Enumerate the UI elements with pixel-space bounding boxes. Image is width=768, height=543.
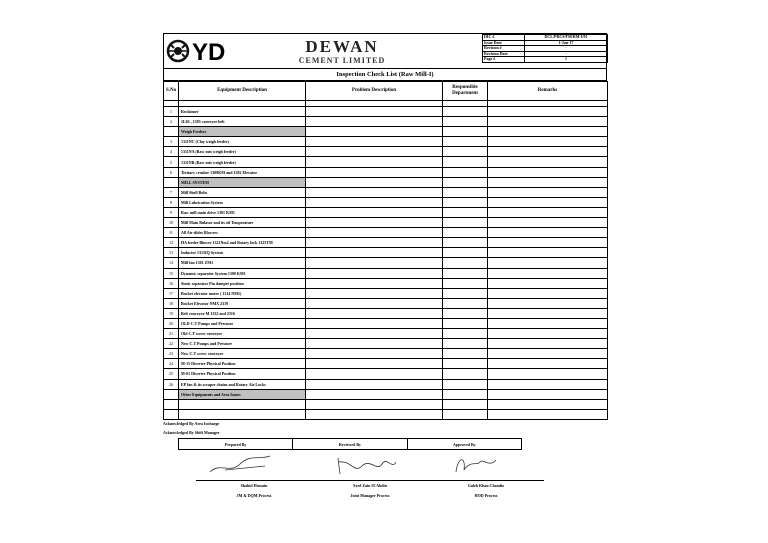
row-equipment: 1L02 , 1303 conveyor belt <box>179 117 306 127</box>
row-sno: 16 <box>164 278 179 288</box>
table-row <box>164 258 608 268</box>
signature-prepared-icon <box>205 452 275 478</box>
row-remarks-cell[interactable] <box>488 238 608 248</box>
approved-by-label: Approved By <box>407 439 521 450</box>
row-equipment: Old C.T screw conveyor <box>179 329 306 339</box>
row-department-cell[interactable] <box>443 389 488 399</box>
row-sno <box>164 177 179 187</box>
table-row <box>164 228 608 238</box>
row-remarks-cell[interactable] <box>488 278 608 288</box>
row-problem-cell[interactable] <box>306 207 443 217</box>
table-row <box>164 288 608 298</box>
row-remarks-cell[interactable] <box>488 218 608 228</box>
row-remarks-cell[interactable] <box>488 117 608 127</box>
row-equipment <box>179 409 306 419</box>
doc-info-value: 1-Jan-17 <box>525 40 608 46</box>
row-problem-cell[interactable] <box>306 339 443 349</box>
ack-area-incharge: Acknowledged By Area Incharge <box>163 421 220 426</box>
doc-info-value: DCL/PRCS/FM/RM-I/01 <box>525 35 608 41</box>
row-remarks-cell[interactable] <box>488 318 608 328</box>
row-remarks-cell[interactable] <box>488 329 608 339</box>
header-equipment: Equipment Description <box>179 82 306 101</box>
row-problem-cell[interactable] <box>306 238 443 248</box>
reviewed-by-role: Joint Manager Process <box>350 493 390 498</box>
prepared-by-name: Shahid Hussain <box>240 483 268 488</box>
row-equipment <box>179 399 306 409</box>
row-sno: 17 <box>164 288 179 298</box>
row-sno <box>164 389 179 399</box>
table-row <box>164 409 608 419</box>
row-department-cell[interactable] <box>443 268 488 278</box>
row-equipment: 1311NB (Raw mix weigh feeder) <box>179 157 306 167</box>
row-remarks-cell[interactable] <box>488 389 608 399</box>
row-problem-cell[interactable] <box>306 127 443 137</box>
row-department-cell[interactable] <box>443 359 488 369</box>
row-problem-cell[interactable] <box>306 329 443 339</box>
row-sno: 23 <box>164 349 179 359</box>
row-problem-cell[interactable] <box>306 369 443 379</box>
row-remarks-cell[interactable] <box>488 339 608 349</box>
row-remarks-cell[interactable] <box>488 298 608 308</box>
row-remarks-cell[interactable] <box>488 288 608 298</box>
doc-info-row <box>483 57 608 63</box>
doc-info-label: DIC # <box>483 35 525 41</box>
prepared-by-label: Prepared By <box>179 439 293 450</box>
row-equipment: Dynamic separator System 1300 KM1 <box>179 268 306 278</box>
row-sno: 7 <box>164 187 179 197</box>
row-problem-cell[interactable] <box>306 107 443 117</box>
row-remarks-cell[interactable] <box>488 228 608 238</box>
row-equipment: New C.T screw conveyor <box>179 349 306 359</box>
table-row <box>164 207 608 217</box>
row-equipment: Weigh Feeders <box>179 127 306 137</box>
doc-info-label: Revision Date <box>483 51 525 57</box>
row-department-cell[interactable] <box>443 318 488 328</box>
doc-info-value: 1 <box>525 57 608 63</box>
row-sno: 5 <box>164 157 179 167</box>
logo-letters: YD <box>192 39 226 64</box>
row-remarks-cell[interactable] <box>488 137 608 147</box>
prepared-by-role: JM & DQM Process <box>236 493 272 498</box>
row-equipment: New C.T Pumps and Pressure <box>179 339 306 349</box>
row-problem-cell[interactable] <box>306 288 443 298</box>
row-problem-cell[interactable] <box>306 218 443 228</box>
row-problem-cell[interactable] <box>306 197 443 207</box>
row-department-cell[interactable] <box>443 278 488 288</box>
company-logo <box>166 38 254 64</box>
row-equipment: Mill Shell Bolts <box>179 187 306 197</box>
row-remarks-cell[interactable] <box>488 127 608 137</box>
row-department-cell[interactable] <box>443 117 488 127</box>
row-equipment: MILL SYSTEM <box>179 177 306 187</box>
row-equipment: Mill fan 1301 ZM1 <box>179 258 306 268</box>
company-name: DEWAN <box>305 37 379 56</box>
doc-info-value: - <box>525 46 608 52</box>
row-equipment: Mill Lubrication System <box>179 197 306 207</box>
table-row <box>164 329 608 339</box>
table-row <box>164 218 608 228</box>
row-equipment: Reclaimer <box>179 107 306 117</box>
prepared-line <box>196 480 312 481</box>
row-problem-cell[interactable] <box>306 318 443 328</box>
row-equipment: Belt conveyor-M 1332 and 2316 <box>179 308 306 318</box>
row-department-cell[interactable] <box>443 238 488 248</box>
row-equipment: 1311NA (Raw mix weigh feeder) <box>179 147 306 157</box>
row-sno: 20 <box>164 318 179 328</box>
row-equipment: Static separator Pin damper position <box>179 278 306 288</box>
row-remarks-cell[interactable] <box>488 107 608 117</box>
row-remarks-cell[interactable] <box>488 187 608 197</box>
row-problem-cell[interactable] <box>306 399 443 409</box>
row-sno <box>164 399 179 409</box>
row-problem-cell[interactable] <box>306 349 443 359</box>
table-row <box>164 268 608 278</box>
row-problem-cell[interactable] <box>306 258 443 268</box>
doc-info-label: Revision # <box>483 46 525 52</box>
row-department-cell[interactable] <box>443 207 488 217</box>
row-problem-cell[interactable] <box>306 298 443 308</box>
row-department-cell[interactable] <box>443 167 488 177</box>
row-department-cell[interactable] <box>443 339 488 349</box>
doc-info-value: - <box>525 51 608 57</box>
table-row <box>164 107 608 117</box>
row-problem-cell[interactable] <box>306 167 443 177</box>
row-department-cell[interactable] <box>443 409 488 419</box>
row-problem-cell[interactable] <box>306 228 443 238</box>
table-row <box>164 339 608 349</box>
table-row <box>164 369 608 379</box>
row-remarks-cell[interactable] <box>488 379 608 389</box>
section-row <box>164 127 608 137</box>
row-problem-cell[interactable] <box>306 137 443 147</box>
company-subtitle: CEMENT LIMITED <box>298 56 386 65</box>
table-row <box>164 298 608 308</box>
row-department-cell[interactable] <box>443 197 488 207</box>
table-row <box>164 117 608 127</box>
header-remarks: Remarks <box>488 82 608 101</box>
reviewed-by-name: Syed Zain Ul Abdin <box>353 483 387 488</box>
table-row <box>164 147 608 157</box>
row-sno: 25 <box>164 369 179 379</box>
row-problem-cell[interactable] <box>306 409 443 419</box>
row-sno: 8 <box>164 197 179 207</box>
doc-info-label: Issue Date <box>483 40 525 46</box>
row-remarks-cell[interactable] <box>488 258 608 268</box>
row-problem-cell[interactable] <box>306 308 443 318</box>
row-problem-cell[interactable] <box>306 177 443 187</box>
row-department-cell[interactable] <box>443 157 488 167</box>
row-equipment: Tertiary crusher 1309KM and 1302 Elevator <box>179 167 306 177</box>
table-row <box>164 359 608 369</box>
row-problem-cell[interactable] <box>306 117 443 127</box>
table-row <box>164 238 608 248</box>
table-row <box>164 399 608 409</box>
row-problem-cell[interactable] <box>306 268 443 278</box>
row-sno <box>164 409 179 419</box>
header-sno: S.No <box>164 82 179 101</box>
table-row <box>164 197 608 207</box>
row-department-cell[interactable] <box>443 298 488 308</box>
row-problem-cell[interactable] <box>306 147 443 157</box>
row-remarks-cell[interactable] <box>488 157 608 167</box>
table-row <box>164 349 608 359</box>
table-row <box>164 308 608 318</box>
table-row <box>164 248 608 258</box>
header-department: Responsible Department <box>443 82 488 101</box>
row-problem-cell[interactable] <box>306 248 443 258</box>
row-equipment: HA feeder Blower 1321Nm2 and Rotary lock 1325TM <box>179 238 306 248</box>
document-header <box>163 33 607 68</box>
row-sno <box>164 127 179 137</box>
row-problem-cell[interactable] <box>306 157 443 167</box>
reviewed-by-label: Reviewed By <box>293 439 407 450</box>
row-department-cell[interactable] <box>443 349 488 359</box>
row-problem-cell[interactable] <box>306 379 443 389</box>
row-sno: 9 <box>164 207 179 217</box>
row-sno: 24 <box>164 359 179 369</box>
table-header-row <box>164 82 608 101</box>
row-sno: 14 <box>164 258 179 268</box>
row-sno: 4 <box>164 147 179 157</box>
row-equipment: M-01 Diverter Physical Position <box>179 369 306 379</box>
row-sno: 21 <box>164 329 179 339</box>
table-row <box>164 137 608 147</box>
row-equipment: All Air slides Blowers <box>179 228 306 238</box>
row-remarks-cell[interactable] <box>488 308 608 318</box>
row-problem-cell[interactable] <box>306 359 443 369</box>
approved-by-role: HOD Process <box>474 493 498 498</box>
approved-by-name: Galeb Khan Chandio <box>467 483 505 488</box>
row-remarks-cell[interactable] <box>488 359 608 369</box>
row-remarks-cell[interactable] <box>488 248 608 258</box>
row-sno: 15 <box>164 268 179 278</box>
row-department-cell[interactable] <box>443 228 488 238</box>
ack-shift-manager: Acknowledged By Shift Manager <box>163 430 220 435</box>
row-department-cell[interactable] <box>443 308 488 318</box>
row-department-cell[interactable] <box>443 379 488 389</box>
row-sno: 2 <box>164 117 179 127</box>
row-remarks-cell[interactable] <box>488 369 608 379</box>
row-sno: 22 <box>164 339 179 349</box>
row-equipment: Other Equipments and Area Issues <box>179 389 306 399</box>
section-row <box>164 389 608 399</box>
row-remarks-cell[interactable] <box>488 147 608 157</box>
row-department-cell[interactable] <box>443 248 488 258</box>
row-department-cell[interactable] <box>443 187 488 197</box>
row-remarks-cell[interactable] <box>488 197 608 207</box>
section-row <box>164 177 608 187</box>
row-department-cell[interactable] <box>443 329 488 339</box>
row-department-cell[interactable] <box>443 177 488 187</box>
document-info-table <box>482 34 608 63</box>
checklist-table <box>163 81 608 420</box>
row-sno: 19 <box>164 308 179 318</box>
row-department-cell[interactable] <box>443 288 488 298</box>
page-title: Inspection Check List (Raw Mill-I) <box>163 68 607 81</box>
row-sno: 10 <box>164 218 179 228</box>
reviewed-line <box>312 480 428 481</box>
approved-line <box>428 480 544 481</box>
row-equipment: OLD C.T Pumps and Pressure <box>179 318 306 328</box>
row-equipment: 1311NC (Clay weigh feeder) <box>179 137 306 147</box>
row-department-cell[interactable] <box>443 399 488 409</box>
row-equipment: EP fan & its scraper chains and Rotary Air Locks <box>179 379 306 389</box>
row-sno: 12 <box>164 238 179 248</box>
row-remarks-cell[interactable] <box>488 167 608 177</box>
row-equipment: Bucket elevator motor ( 1314 NM1) <box>179 288 306 298</box>
row-equipment: Inductor 1315IQ System <box>179 248 306 258</box>
row-department-cell[interactable] <box>443 147 488 157</box>
table-row <box>164 187 608 197</box>
table-row <box>164 278 608 288</box>
row-sno: 26 <box>164 379 179 389</box>
row-remarks-cell[interactable] <box>488 409 608 419</box>
row-sno: 6 <box>164 167 179 177</box>
row-problem-cell[interactable] <box>306 187 443 197</box>
row-equipment: Mill Main Bulasor and its oil Temperature <box>179 218 306 228</box>
table-row <box>164 157 608 167</box>
header-problem: Problem Description <box>306 82 443 101</box>
company-name-block <box>282 38 402 65</box>
row-sno: 1 <box>164 107 179 117</box>
table-row <box>164 167 608 177</box>
row-remarks-cell[interactable] <box>488 268 608 278</box>
row-department-cell[interactable] <box>443 369 488 379</box>
row-sno: 13 <box>164 248 179 258</box>
row-remarks-cell[interactable] <box>488 399 608 409</box>
signature-approved-icon <box>450 452 500 478</box>
inspection-sheet <box>163 33 607 420</box>
doc-info-label: Page # <box>483 57 525 63</box>
row-equipment: Raw mill main drive 1301 KM1 <box>179 207 306 217</box>
row-sno: 3 <box>164 137 179 147</box>
table-row <box>164 318 608 328</box>
row-department-cell[interactable] <box>443 127 488 137</box>
row-equipment: Bucket Elevator NMX 2319 <box>179 298 306 308</box>
row-problem-cell[interactable] <box>306 389 443 399</box>
row-department-cell[interactable] <box>443 218 488 228</box>
row-equipment: M-15 Diverter Physical Position <box>179 359 306 369</box>
row-remarks-cell[interactable] <box>488 349 608 359</box>
table-row <box>164 379 608 389</box>
row-sno: 18 <box>164 298 179 308</box>
signature-reviewed-icon <box>332 452 402 478</box>
row-department-cell[interactable] <box>443 258 488 268</box>
row-remarks-cell[interactable] <box>488 207 608 217</box>
row-department-cell[interactable] <box>443 137 488 147</box>
signoff-table <box>178 438 522 450</box>
row-department-cell[interactable] <box>443 107 488 117</box>
row-sno: 11 <box>164 228 179 238</box>
row-problem-cell[interactable] <box>306 278 443 288</box>
row-remarks-cell[interactable] <box>488 177 608 187</box>
